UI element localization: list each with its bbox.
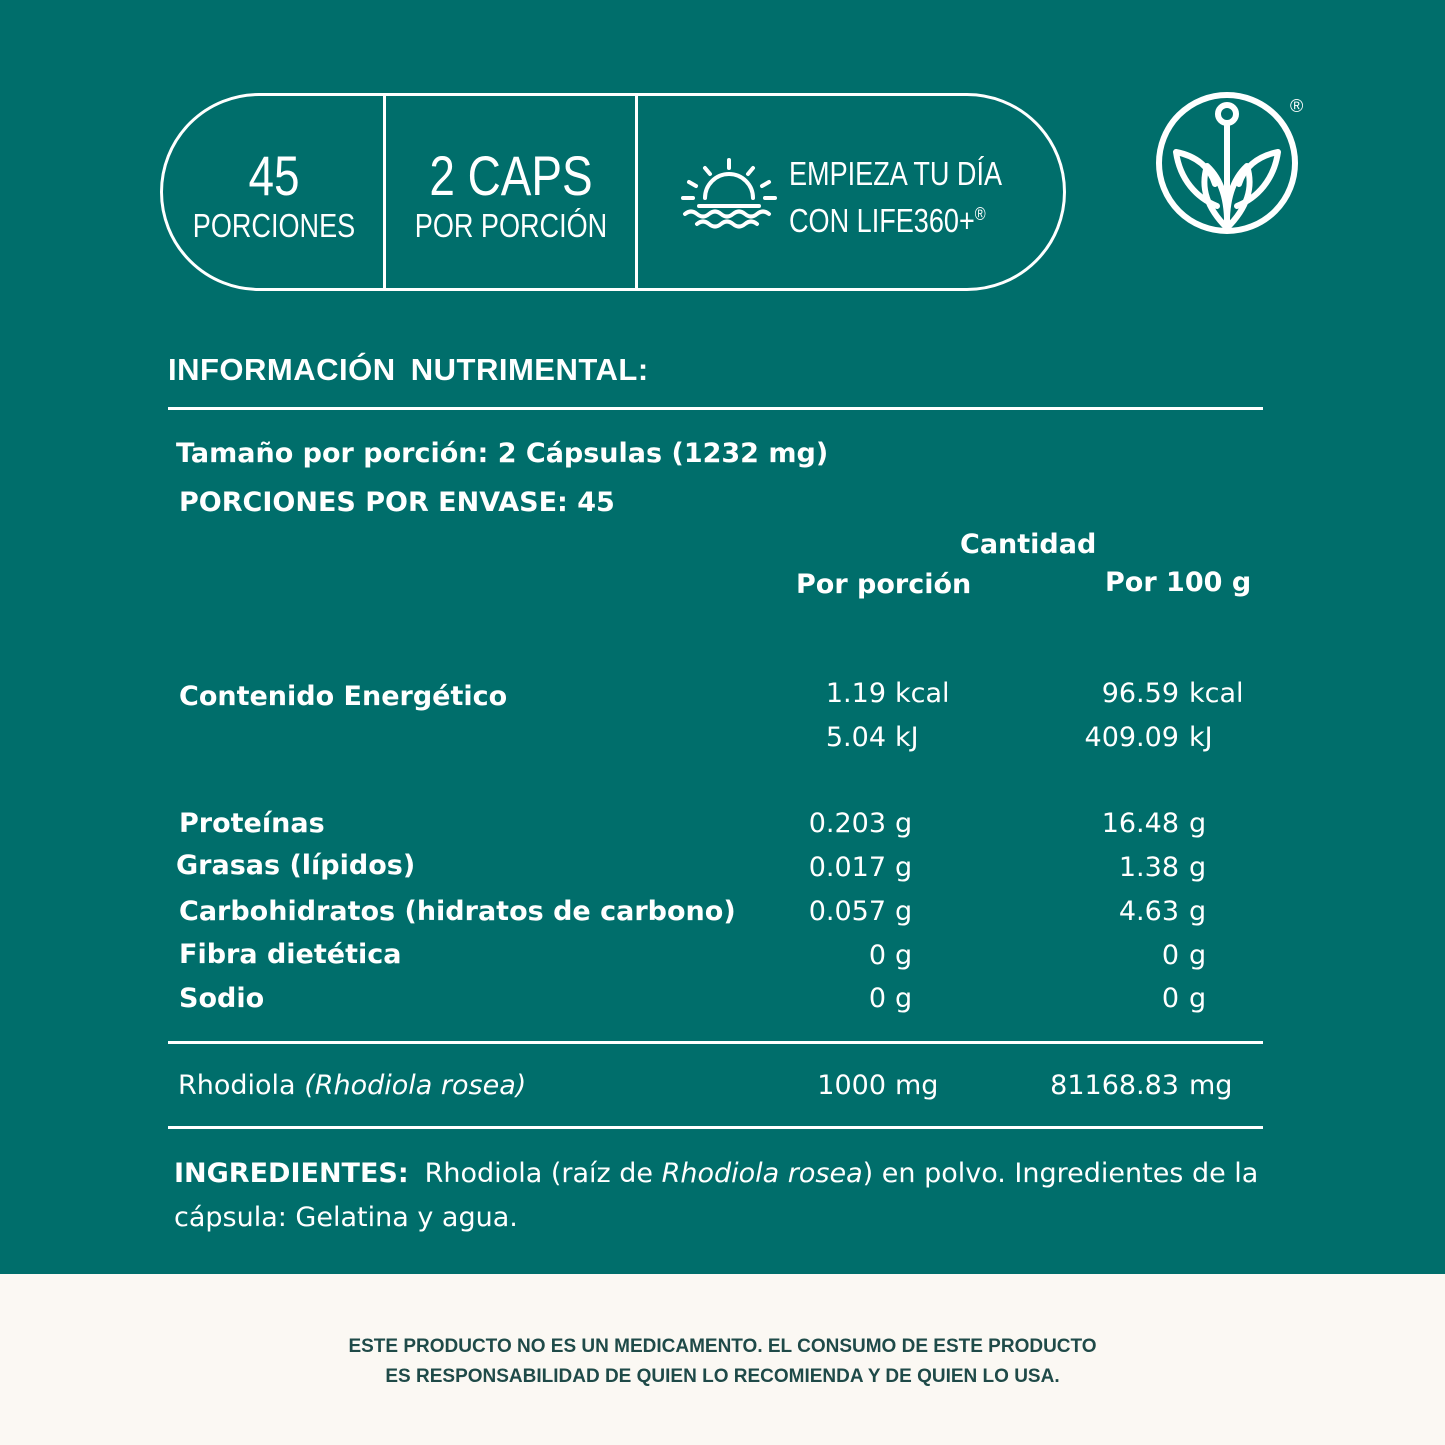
nutrient-unit: g [895,940,913,971]
active-ingredient-label [178,1070,526,1101]
nutrient-label: Fibra dietética [179,939,402,970]
logo-registered-mark: ® [1290,96,1304,116]
energy-kj-serving: 5.04 [825,722,886,753]
col-per-100g: Por 100 g [1105,567,1252,598]
servings-per-container: PORCIONES POR ENVASE: 45 [179,487,615,518]
slogan-line2: CON LIFE360+ [789,202,975,239]
disclaimer-footer [0,1274,1445,1445]
nutrient-unit-100: g [1189,896,1207,927]
nutrient-label: Carbohidratos (hidratos de carbono) [179,896,736,927]
nutrient-per100: 4.63 [1118,896,1179,927]
serving-size: Tamaño por porción: 2 Cápsulas (1232 mg) [176,438,829,469]
nutrition-heading: INFORMACIÓN NUTRIMENTAL: [168,352,649,387]
energy-kj-unit: kJ [895,722,919,753]
servings-cell [163,96,385,288]
active-rule [168,1126,1263,1129]
active-latin: (Rhodiola rosea) [304,1070,527,1101]
energy-kcal-unit: kcal [895,678,950,709]
nutrient-serving: 0 [868,983,886,1014]
nutrient-serving: 0 [868,940,886,971]
nutrient-serving: 0.057 [808,896,886,927]
registered-mark: ® [974,204,986,224]
nutrient-per100: 16.48 [1101,808,1179,839]
ingredients-text-italic: Rhodiola rosea [661,1158,863,1189]
energy-kcal-100g: 96.59 [1101,678,1179,709]
energy-kj-100g: 409.09 [1084,722,1179,753]
nutrient-unit-100: g [1189,852,1207,883]
servings-number: 45 [248,144,300,207]
dose-label: POR PORCIÓN [414,207,608,244]
servings-label: PORCIONES [192,207,356,244]
disclaimer-line2: ES RESPONSABILIDAD DE QUIEN LO RECOMIENDA Y DE QUIEN LO USA. [385,1366,1060,1387]
ingredients-text-after: ) en polvo. Ingredientes de la cápsula: Gelatina y agua. [174,1158,1259,1233]
slogan-line1: EMPIEZA TU DÍA [789,155,1003,192]
ingredients-label: INGREDIENTES: [174,1158,409,1189]
active-per100: 81168.83 [1050,1070,1179,1101]
energy-kj-unit-100g: kJ [1189,722,1213,753]
table-rule [168,1041,1263,1044]
heading-rule [168,407,1263,410]
energy-kcal-unit-100g: kcal [1189,678,1244,709]
banner-divider [635,96,638,288]
dose-cell [386,96,636,288]
active-name: Rhodiola [178,1070,296,1101]
nutrient-unit-100: g [1189,808,1207,839]
nutrient-unit-100: g [1189,983,1207,1014]
nutrient-unit: g [895,808,913,839]
active-serving: 1000 [817,1070,886,1101]
nutrient-unit: g [895,852,913,883]
nutrient-serving: 0.203 [808,808,886,839]
quantity-header: Cantidad [960,529,1097,560]
plant-logo-icon [1152,88,1302,238]
slogan [789,154,1002,241]
nutrient-label: Sodio [179,983,265,1014]
col-per-serving: Por porción [796,569,972,600]
energy-kcal-serving: 1.19 [825,678,886,709]
nutrient-label: Proteínas [179,808,325,839]
active-unit-100: mg [1189,1070,1233,1101]
nutrient-serving: 0.017 [808,852,886,883]
nutrient-unit-100: g [1189,940,1207,971]
dose-number: 2 CAPS [429,144,593,207]
nutrient-per100: 1.38 [1118,852,1179,883]
active-unit: mg [895,1070,939,1101]
nutrient-per100: 0 [1161,983,1179,1014]
nutrient-label: Grasas (lípidos) [176,850,416,881]
nutrient-unit: g [895,983,913,1014]
disclaimer-line1: ESTE PRODUCTO NO ES UN MEDICAMENTO. EL CONSUMO DE ESTE PRODUCTO [348,1336,1097,1357]
ingredients [174,1152,1269,1240]
sunrise-icon [681,156,777,236]
energy-label: Contenido Energético [179,681,508,712]
ingredients-text-before: Rhodiola (raíz de [424,1158,662,1189]
serving-banner [160,93,1066,291]
nutrient-unit: g [895,896,913,927]
nutrient-per100: 0 [1161,940,1179,971]
